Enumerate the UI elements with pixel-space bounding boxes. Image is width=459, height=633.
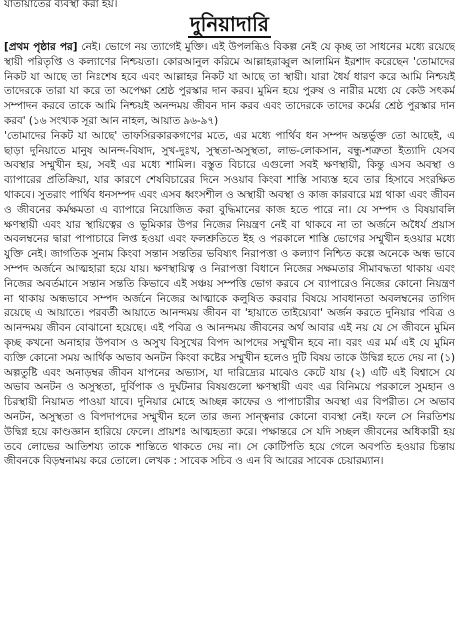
article-body: [4, 40, 455, 630]
continuation-marker: [প্রথম পৃষ্ঠার পর]: [4, 41, 78, 53]
article-paragraph: [4, 40, 455, 129]
article-title-wrapper: [0, 12, 459, 36]
article-title: দুনিয়াদারি: [190, 12, 269, 36]
article-paragraph: 'তোমাদের নিকট যা আছে' তাফসিরকারকগণের মতে, এর মধ্যে পার্থিব ধন সম্পদ অন্তর্ভুক্ত তো আছেই, এ ছাড়া দুনিয়াতে মানুষ আনন্দ-বিষাদ, সুখ-দুঃখ, সুস্থতা-অসুস্থতা, লাভ-লোকসান, বন্ধু-শত্রুতা ইত্যাদি যেসব অবস্থার সম্মুখীন হয়, সবই এর মধ্যে শামিল। বস্তুত বিচারে এগুলো সবই ক্ষণস্থায়ী, কিন্তু এসব অবস্থা ও ব্যাপারের প্রতিক্রিয়া, যার কারণে শেষবিচারের দিনে সওয়াব কিংবা শাস্তি সাব্যস্ত হবে তার হিসাবে সংরক্ষিত থাকবে। সুতরাং পার্থিব ধনসম্পদ এবং এসব ধ্বংসশীল ও অস্থায়ী অবস্থা ও কাজ কারবারে মগ্ন থাকা এবং জীবন ও জীবনের কর্মক্ষমতা এ ব্যাপারে নিয়োজিত করা বুদ্ধিমানের কাজ হতে পারে না। যে সম্পদ ও বিষয়াবলি ক্ষণস্থায়ী এবং যার স্থায়িত্বের ও ভূমিকার উপর নিজের নিয়ন্ত্রণ নেই বা থাকবে না তা অর্জনে অধৈর্য প্রয়াস অবলম্বনের দ্বারা পাপাচারে লিপ্ত হওয়া এবং ফলশ্রুতিতে ইহ ও পরকালে শাস্তি ভোগের সম্মুখীন হওয়ার মধ্যে যুক্তি নেই। জাগতিক সুনাম কিংবা সন্তান সন্ততির ভবিষ্যৎ নিরাপত্তা ও কল্যাণ নিশ্চিত কল্পে অনেকে অন্ধ ভাবে সম্পদ অর্জনে আত্মহারা হয়ে যায়। ক্ষণস্থায়িত্ব ও নিরাপত্তা বিধানে নিজের সক্ষমতার সীমাবদ্ধতা থাকায় এবং নিজের অবর্তমানে সন্তান সন্ততি কিভাবে এই সঞ্চয় সম্পত্তি ভোগ করবে সে ব্যাপারেও নিজের কোনো নিয়ন্ত্রণ না থাকায় অন্ধভাবে সম্পদ অর্জনে নিজের আত্মাকে কলুষিত করবার বিষয়ে সাবধানতা অবলম্বনের তাগিদ রয়েছে এ আয়াতে। পরবর্তী আয়াতে আনন্দময় জীবন বা 'হায়াতে তাইয়্যেবা' অর্জন করতে দুনিয়ার পবিত্র ও আনন্দময় জীবন বোঝানো হয়েছে। এই পবিত্র ও আনন্দময় জীবনের অর্থ আবার এই নয় যে সে জীবনে মুমিন কৃচ্ছ কখনো অনাহার উপবাস ও অসুখ বিসুখের বিপদ আপদের সম্মুখীন হবে না। বরং এর মর্ম এই যে মুমিন ব্যক্তি কোনো সময় আর্থিক অভাব অনটন কিংবা কষ্টের সম্মুখীন হলেও দুটি বিষয় তাকে উদ্বিগ্ন হতে দেয় না (১) অল্পতুষ্টি এবং অনাড়ম্বর জীবন যাপনের অভ্যাস, যা দারিদ্র্যের মাঝেও কেটে যায় (২) এটি এই বিশ্বাসে যে অভাব অনটন ও অসুস্থতা, দুর্বিপাক ও দুর্ঘটনার বিষয়গুলো ক্ষণস্থায়ী এবং এর বিনিময়ে পরকালে সুমহান ও চিরস্থায়ী নিয়ামত পাওয়া যাবে। দুনিয়ার মোহে আচ্ছন্ন কাফের ও পাপাচারীর অবস্থা এর বিপরীত। সে অভাব অনটন, অসুস্থতা ও বিপদাপদের সম্মুখীন হলে তার জন্য সান্ত্বনার কোনো ব্যবস্থা নেই। ফলে সে নিরতিশয় উদ্বিগ্ন হয়ে কাণ্ডজ্ঞান হারিয়ে ফেলে। প্রায়শঃ আত্মহত্যা করে। পক্ষান্তরে সে যদি সচ্ছল জীবনের অধিকারী হয় তবে লোভের আতিশয্য তাকে শান্তিতে থাকতে দেয় না। সে কোটিপতি হয়ে গেলে অবপতি হওয়ার চিন্তায় জীবনকে বিড়ম্বনাময় করে তোলে। লেখক : সাবেক সচিব ও এন বি আরের সাবেক চেয়ারম্যান।: [4, 129, 455, 468]
paragraph-text: নেই। ভোগে নয় ত্যাগেই মুক্তি। এই উপলব্ধিও বিকল্প নেই যে কৃচ্ছ তা সাধনের মধ্যে রয়েছে স্থায়ী পরিতৃপ্তি ও কল্যাণের নিশ্চয়তা। কোরআনুল করিমে আল্লাহরাব্বুল আলামিন ইরশাদ করেছেন 'তোমাদের নিকট যা আছে তা নিঃশেষ হবে এবং আল্লাহর নিকট যা আছে তা স্থায়ী। যারা ধৈর্য ধারণ করে আমি নিশ্চয়ই তাদেরকে তারা যা করে তা অপেক্ষা শ্রেষ্ঠ পুরস্কার দান করব। মুমিন হয়ে পুরুষ ও নারীর মধ্যে যে কেউ সৎকর্ম সম্পাদন করবে তাকে আমি নিশ্চয়ই অনন্দময় জীবন দান করব এবং তাদেরকে তাদের কর্মের শ্রেষ্ঠ পুরস্কার দান করব' (১৬ সংখ্যক সূরা আন নাহল, আয়াত ৯৬-৯৭): [4, 41, 455, 127]
previous-article-tail: যাতায়াতের ব্যবস্থা করা হয়।: [4, 0, 118, 10]
